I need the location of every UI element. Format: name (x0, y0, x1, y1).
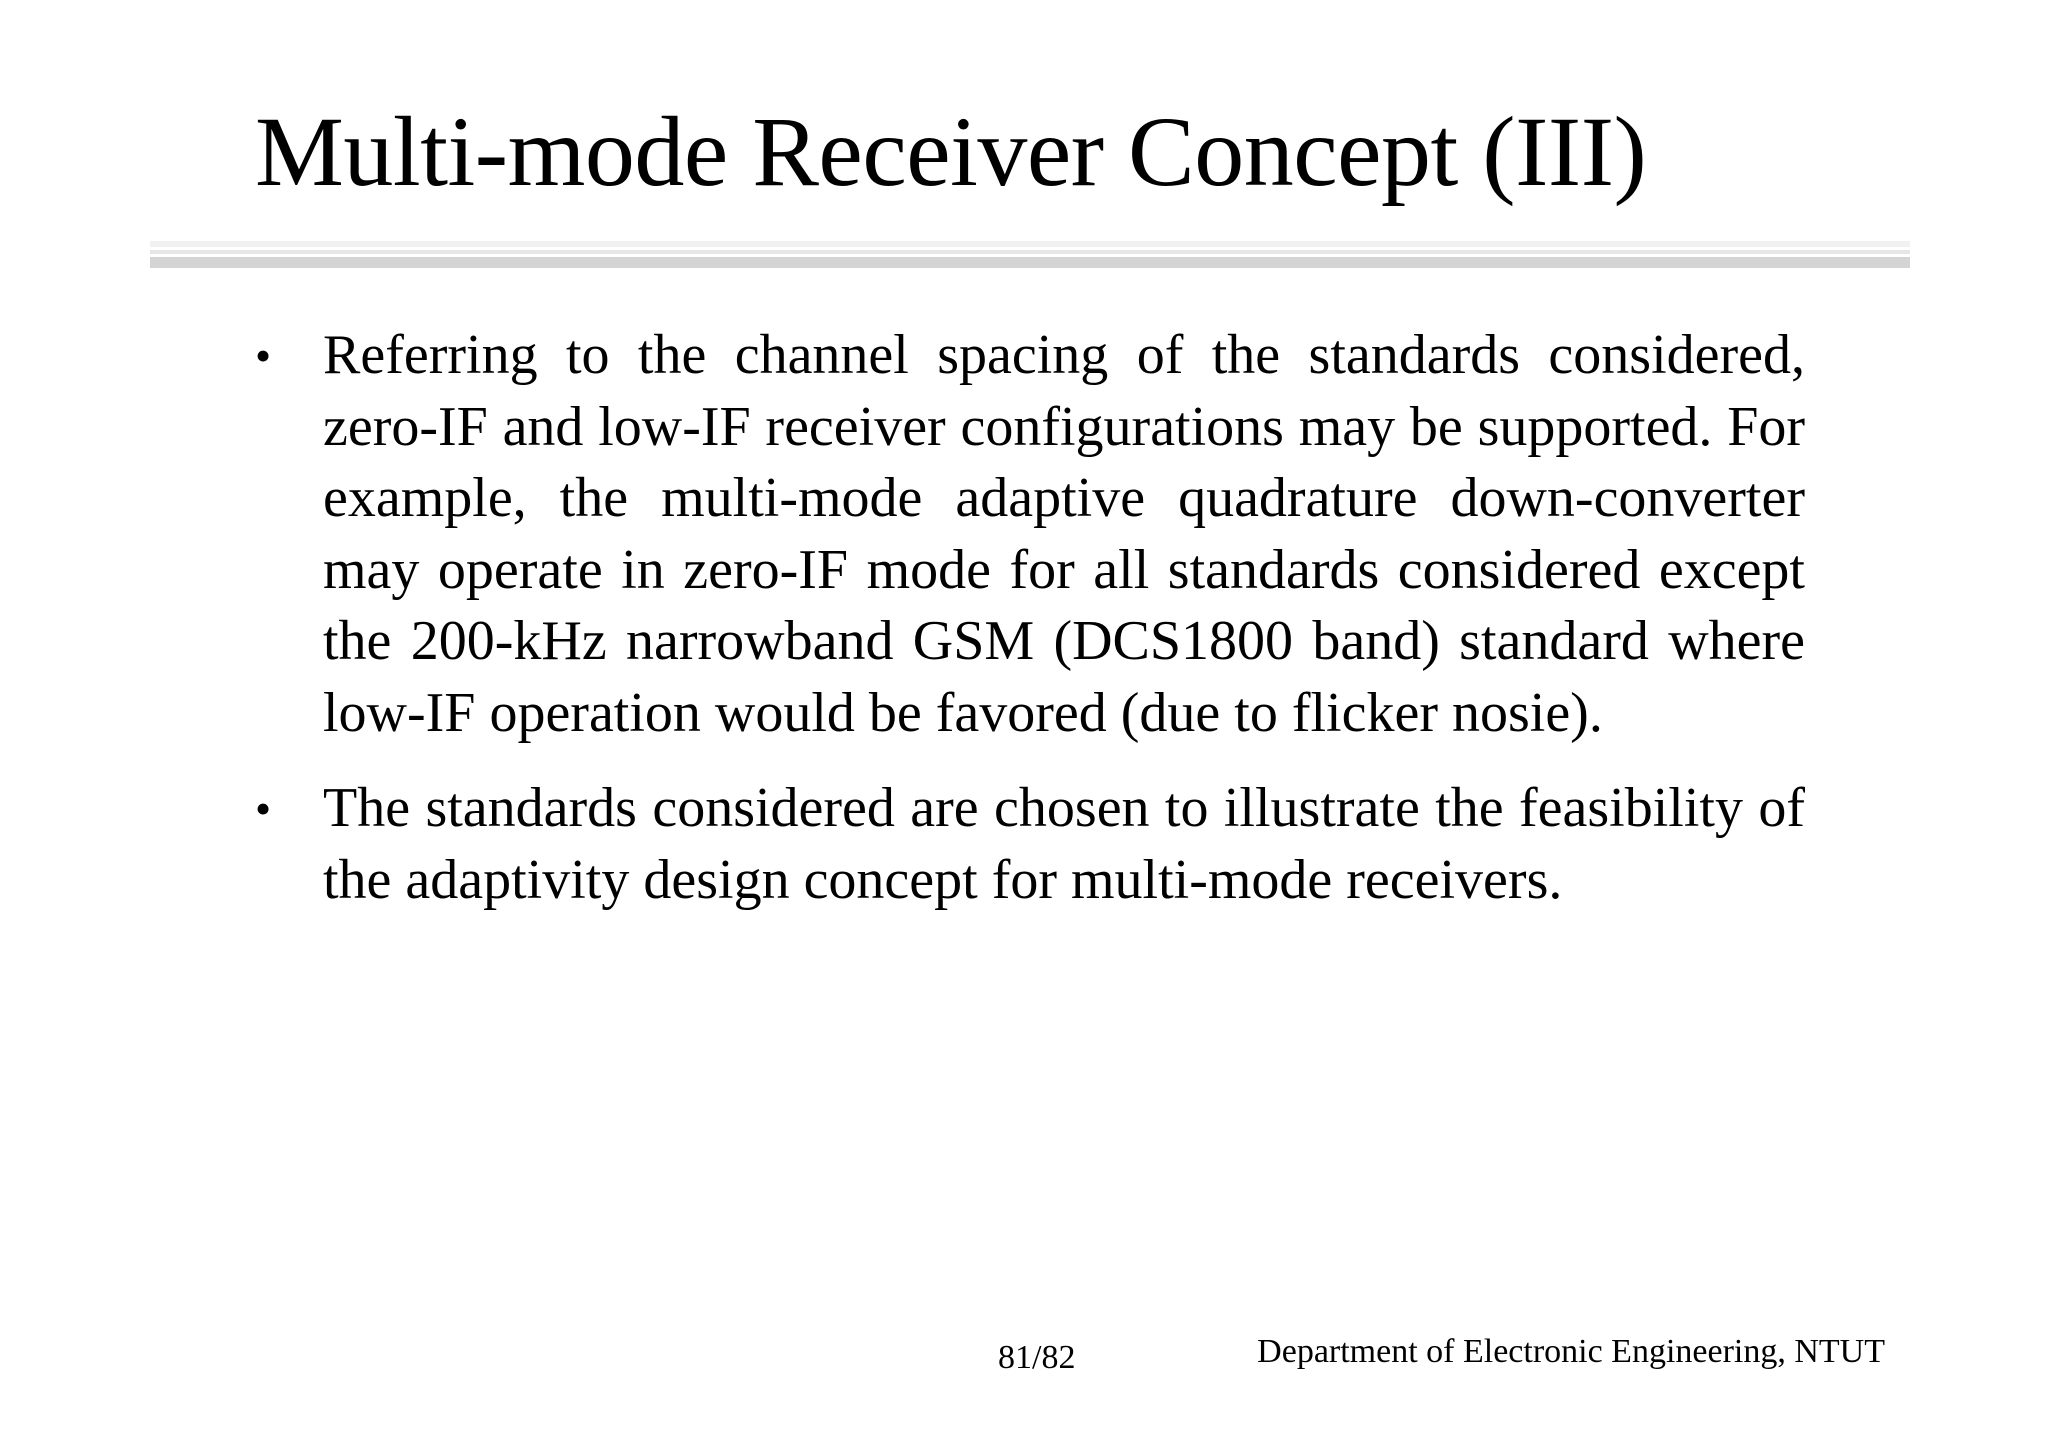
title-divider-bottom (150, 257, 1910, 268)
title-divider-middle (150, 250, 1910, 254)
bullet-list (255, 320, 1805, 940)
department-footer: Department of Electronic Engineering, NTUT (1257, 1333, 1885, 1370)
page-number: 81/82 (998, 1339, 1076, 1376)
bullet-icon: • (255, 783, 272, 834)
title-divider-top (150, 241, 1910, 247)
bullet-text: Referring to the channel spacing of the standards considered, zero-IF and low-IF receiver configurations may be supported. For example, the multi-mode adaptive quadrature down-converter may operate in zero-IF mode for all standards considered except the 200-kHz narrowband GSM (DCS1800 band) standard where low-IF operation would be favored (due to flicker nosie). (323, 324, 1805, 744)
bullet-text: The standards considered are chosen to illustrate the feasibility of the adaptivity design concept for multi-mode receivers. (323, 777, 1805, 911)
slide-title: Multi-mode Receiver Concept (III) (255, 96, 1647, 207)
bullet-icon: • (255, 330, 272, 381)
bullet-item (255, 773, 1805, 916)
bullet-item (255, 320, 1805, 749)
